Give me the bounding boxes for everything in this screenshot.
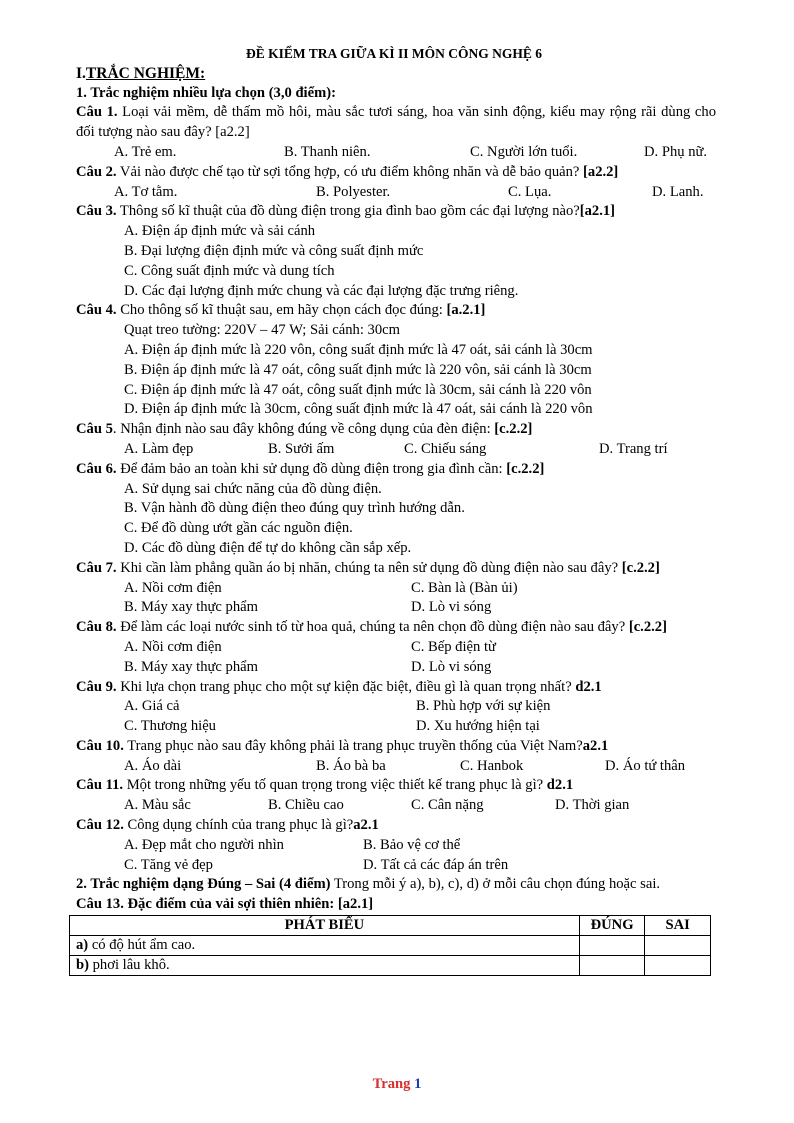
option: C. Điện áp định mức là 47 oát, công suất định mức là 30cm, sải cánh là 220 vôn — [124, 381, 592, 398]
option: C. Thương hiệu — [124, 718, 216, 735]
option: B. Phù hợp với sự kiện — [416, 698, 551, 715]
question-5: Câu 5. Nhận định nào sau đây không đúng về công dụng của đèn điện: [c.2.2] — [76, 421, 533, 438]
question-3: Câu 3. Thông số kĩ thuật của đồ dùng điện trong gia đình bao gồm các đại lượng nào?[a2.1] — [76, 203, 616, 220]
option: A. Sử dụng sai chức năng của đồ dùng điện. — [124, 480, 382, 497]
question-9-options-row2 — [76, 717, 716, 737]
question-8-options-row2 — [76, 658, 716, 678]
col-true: ĐÚNG — [579, 916, 645, 936]
option: C. Cân nặng — [411, 797, 484, 814]
option: B. Đại lượng điện định mức và công suất định mức — [124, 242, 424, 259]
true-false-table — [69, 915, 711, 976]
true-cell[interactable] — [579, 936, 645, 956]
option: C. Công suất định mức và dung tích — [124, 262, 335, 279]
option: B. Sưởi ấm — [268, 440, 335, 457]
part1-heading: 1. Trắc nghiệm nhiều lựa chọn (3,0 điểm): — [76, 84, 336, 101]
option: B. Bảo vệ cơ thể — [363, 836, 461, 853]
question-2-options — [76, 183, 716, 203]
option: A. Tơ tằm. — [114, 183, 178, 200]
option: A. Điện áp định mức là 220 vôn, công suất định mức là 47 oát, sải cánh là 30cm — [124, 341, 593, 358]
question-8-options-row1 — [76, 638, 716, 658]
option: B. Máy xay thực phẩm — [124, 658, 258, 675]
option: D. Lanh. — [652, 183, 704, 200]
option: D. Xu hướng hiện tại — [416, 718, 540, 735]
false-cell[interactable] — [645, 956, 711, 976]
option: A. Áo dài — [124, 757, 182, 774]
question-12-options-row1 — [76, 836, 716, 856]
option: A. Điện áp định mức và sải cánh — [124, 223, 316, 240]
option: D. Tất cả các đáp án trên — [363, 856, 509, 873]
section-heading: I.TRẮC NGHIỆM: — [76, 64, 206, 82]
question-11: Câu 11. Một trong những yếu tố quan trọng trong việc thiết kế trang phục là gì? d2.1 — [76, 777, 574, 794]
question-6: Câu 6. Để đảm bảo an toàn khi sử dụng đồ dùng điện trong gia đình cần: [c.2.2] — [76, 460, 545, 477]
option: C. Bếp điện từ — [411, 638, 496, 655]
option: C. Tăng vẻ đẹp — [124, 856, 213, 873]
option: A. Trẻ em. — [114, 143, 177, 160]
question-7-options-row2 — [76, 598, 716, 618]
question-1-options — [76, 143, 716, 163]
part2-heading: 2. Trắc nghiệm dạng Đúng – Sai (4 điểm) Trong mỗi ý a), b), c), d) ở mỗi câu chọn đúng hoặc sai. — [76, 876, 661, 893]
question-9: Câu 9. Khi lựa chọn trang phục cho một sự kiện đặc biệt, điều gì là quan trọng nhất? d2.1 — [76, 678, 602, 695]
col-statement: PHÁT BIỂU — [70, 916, 580, 936]
question-7-options-row1 — [76, 579, 716, 599]
table-header-row — [70, 916, 711, 936]
question-12-options-row2 — [76, 856, 716, 876]
option: C. Lụa. — [508, 183, 552, 200]
question-13-heading: Câu 13. Đặc điểm của vải sợi thiên nhiên: [a2.1] — [76, 896, 374, 913]
option: A. Giá cả — [124, 698, 180, 715]
option: C. Bàn là (Bàn ủi) — [411, 579, 518, 596]
option: B. Máy xay thực phẩm — [124, 599, 258, 616]
option: B. Vận hành đồ dùng điện theo đúng quy trình hướng dẫn. — [124, 500, 465, 517]
option: D. Áo tứ thân — [605, 757, 686, 774]
option: B. Áo bà ba — [316, 757, 386, 774]
exam-page — [76, 44, 716, 976]
question-1: Câu 1. Loại vải mềm, dễ thấm mồ hôi, màu sắc tươi sáng, hoa văn sinh động, kiểu may rộng rãi dùng cho đối tượng nào sau đây? [a2.2] — [76, 104, 716, 141]
option: D. Các đồ dùng điện để tự do không cần sắp xếp. — [124, 539, 412, 556]
question-5-options — [76, 440, 716, 460]
option: B. Polyester. — [316, 183, 391, 200]
option: A. Đẹp mắt cho người nhìn — [124, 836, 284, 853]
option: C. Chiếu sáng — [404, 440, 487, 457]
option: A. Làm đẹp — [124, 440, 194, 457]
option: D. Điện áp định mức là 30cm, công suất định mức là 47 oát, sải cánh là 220 vôn — [124, 401, 593, 418]
question-10-options — [76, 757, 716, 777]
page-footer: Trang 1 — [372, 1076, 422, 1092]
question-9-options-row1 — [76, 697, 716, 717]
option: B. Thanh niên. — [284, 143, 371, 160]
option: C. Hanbok — [460, 757, 524, 774]
table-row: b) phơi lâu khô. — [70, 956, 711, 976]
true-cell[interactable] — [579, 956, 645, 976]
option: D. Trang trí — [599, 440, 668, 457]
question-12: Câu 12. Công dụng chính của trang phục là gì?a2.1 — [76, 817, 379, 834]
option: D. Các đại lượng định mức chung và các đại lượng đặc trưng riêng. — [124, 282, 519, 299]
option: D. Phụ nữ. — [644, 143, 708, 160]
option: C. Để đồ dùng ướt gần các nguồn điện. — [124, 520, 353, 537]
option: B. Chiều cao — [268, 797, 344, 814]
option: D. Lò vi sóng — [411, 599, 492, 616]
page-title: ĐỀ KIỂM TRA GIỮA KÌ II MÔN CÔNG NGHỆ 6 — [246, 46, 542, 61]
question-7: Câu 7. Khi cần làm phẳng quần áo bị nhăn, chúng ta nên sử dụng đồ dùng điện nào sau đây? [c.2.2] — [76, 559, 660, 576]
col-false: SAI — [645, 916, 711, 936]
question-11-options — [76, 796, 716, 816]
table-row: a) có độ hút ẩm cao. — [70, 936, 711, 956]
option: D. Thời gian — [555, 797, 630, 814]
option: B. Điện áp định mức là 47 oát, công suất định mức là 220 vôn, sải cánh là 30cm — [124, 361, 592, 378]
option: A. Nồi cơm điện — [124, 579, 222, 596]
option: C. Người lớn tuổi. — [470, 143, 578, 160]
question-8: Câu 8. Để làm các loại nước sinh tố từ hoa quả, chúng ta nên chọn đồ dùng điện nào sau đây? [c.2.2] — [76, 619, 667, 636]
option: A. Màu sắc — [124, 797, 191, 814]
spec-text: Quạt treo tường: 220V – 47 W; Sải cánh: 30cm — [124, 322, 400, 339]
question-2: Câu 2. Vải nào được chế tạo từ sợi tổng hợp, có ưu điểm không nhăn và dễ bảo quản? [a2.2] — [76, 163, 619, 180]
question-10: Câu 10. Trang phục nào sau đây không phải là trang phục truyền thống của Việt Nam?a2.1 — [76, 737, 609, 754]
option: D. Lò vi sóng — [411, 658, 492, 675]
question-4: Câu 4. Cho thông số kĩ thuật sau, em hãy chọn cách đọc đúng: [a.2.1] — [76, 302, 486, 319]
option: A. Nồi cơm điện — [124, 638, 222, 655]
false-cell[interactable] — [645, 936, 711, 956]
